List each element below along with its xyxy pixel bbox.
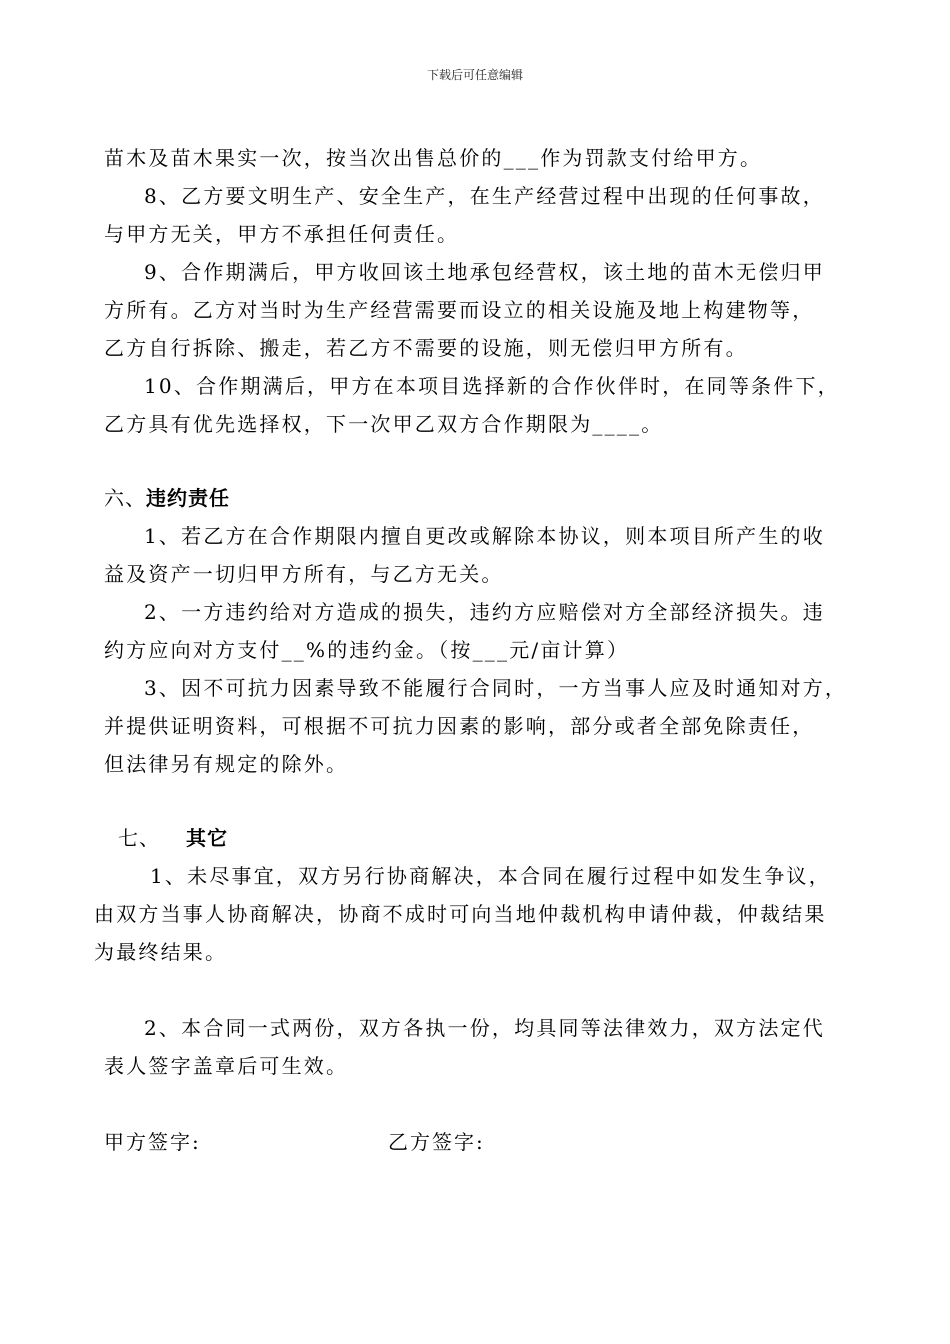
s5-item9-line3: 乙方自行拆除、搬走，若乙方不需要的设施，则无偿归甲方所有。 [104,336,748,360]
section7-number: 七、 [118,826,160,850]
s5-item9-line1: 9、合作期满后，甲方收回该土地承包经营权，该土地的苗木无偿归甲 [144,260,825,284]
s5-item10-line1: 10、合作期满后，甲方在本项目选择新的合作伙伴时，在同等条件下， [144,374,840,398]
s5-continuation-line: 苗木及苗木果实一次，按当次出售总价的___作为罚款支付给甲方。 [104,146,763,170]
s7-item2-line1: 2、本合同一式两份，双方各执一份，均具同等法律效力，双方法定代 [144,1016,825,1040]
s6-item3-line3: 但法律另有规定的除外。 [104,752,349,776]
s7-item1-line3: 为最终结果。 [94,940,228,964]
s5-item8-line1: 8、乙方要文明生产、安全生产，在生产经营过程中出现的任何事故， [144,184,825,208]
s6-item3-line2: 并提供证明资料，可根据不可抗力因素的影响，部分或者全部免除责任， [104,714,815,738]
s6-item1-line1: 1、若乙方在合作期限内擅自更改或解除本协议，则本项目所产生的收 [144,524,825,548]
s7-item1-line1: 1、未尽事宜，双方另行协商解决，本合同在履行过程中如发生争议， [150,864,831,888]
s5-item9-line2: 方所有。乙方对当时为生产经营需要而设立的相关设施及地上构建物等， [104,298,815,322]
section6-title: 违约责任 [146,486,230,510]
party-a-signature-label: 甲方签字: [104,1130,201,1154]
party-b-signature-label: 乙方签字: [388,1130,485,1154]
s7-item2-line2: 表人签字盖章后可生效。 [104,1054,349,1078]
section6-heading [104,486,230,510]
s5-item10-line2: 乙方具有优先选择权，下一次甲乙双方合作期限为____。 [104,412,664,436]
s6-item2-line2: 约方应向对方支付__%的违约金。（按___元/亩计算） [104,638,630,662]
s7-item1-line2: 由双方当事人协商解决，协商不成时可向当地仲裁机构申请仲裁，仲裁结果 [94,902,827,926]
page-header-note: 下载后可任意编辑 [426,68,523,82]
s6-item2-line1: 2、一方违约给对方造成的损失，违约方应赔偿对方全部经济损失。违 [144,600,825,624]
section6-number: 六、 [104,486,146,510]
section7-title: 其它 [186,826,228,850]
section7-heading [118,826,228,850]
s6-item3-line1: 3、因不可抗力因素导致不能履行合同时，一方当事人应及时通知对方， [144,676,848,700]
s5-item8-line2: 与甲方无关，甲方不承担任何责任。 [104,222,460,246]
s6-item1-line2: 益及资产一切归甲方所有，与乙方无关。 [104,562,504,586]
